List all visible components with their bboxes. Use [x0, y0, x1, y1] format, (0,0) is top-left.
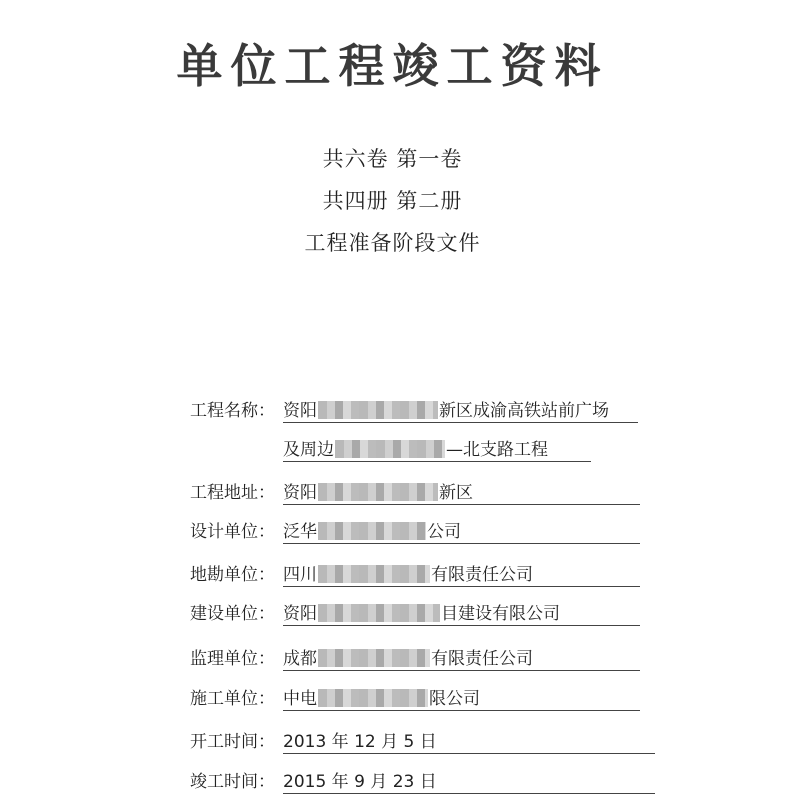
redaction: [318, 483, 438, 501]
form-row-address: [0, 478, 785, 508]
project-name-label: 工程名称：: [190, 401, 275, 421]
redaction: [318, 565, 430, 583]
address-post: 新区: [439, 483, 473, 503]
project-name-pre: 资阳: [283, 401, 317, 421]
supervision-unit-value: [283, 644, 640, 671]
redaction: [335, 440, 445, 458]
completion-date-text: 2015 年 9 月 23 日: [283, 772, 437, 792]
owner-unit-pre: 资阳: [283, 604, 317, 624]
redaction: [318, 649, 430, 667]
redaction: [318, 604, 440, 622]
supervision-unit-post: 有限责任公司: [431, 649, 533, 669]
form-row-project-name: [0, 396, 785, 426]
survey-unit-value: [283, 560, 640, 587]
redaction: [318, 522, 426, 540]
completion-date-value: [283, 767, 655, 794]
contractor-unit-pre: 中电: [283, 689, 317, 709]
stage-line: 工程准备阶段文件: [304, 231, 481, 255]
project-name-value: [283, 396, 638, 423]
form-row-survey: [0, 560, 785, 590]
contractor-unit-label: 施工单位：: [190, 689, 275, 709]
form-row-contractor: [0, 684, 785, 714]
survey-unit-post: 有限责任公司: [431, 565, 533, 585]
start-date-value: [283, 727, 655, 754]
owner-unit-post: 目建设有限公司: [441, 604, 560, 624]
start-date-label: 开工时间：: [190, 732, 275, 752]
design-unit-value: [283, 517, 640, 544]
form-row-design: [0, 517, 785, 547]
supervision-unit-pre: 成都: [283, 649, 317, 669]
book-line: 共四册 第二册: [322, 189, 463, 213]
design-unit-pre: 泛华: [283, 522, 317, 542]
volume-line: 共六卷 第一卷: [322, 147, 463, 171]
address-label: 工程地址：: [190, 483, 275, 503]
project-name-cont-post: —北支路工程: [446, 440, 548, 460]
form-row-construction-owner: [0, 599, 785, 629]
start-date-text: 2013 年 12 月 5 日: [283, 732, 437, 752]
survey-unit-pre: 四川: [283, 565, 317, 585]
form-row-completion-date: [0, 767, 785, 797]
completion-date-label: 竣工时间：: [190, 772, 275, 792]
document-title: 单位工程竣工资料: [176, 39, 609, 93]
project-name-post: 新区成渝高铁站前广场: [439, 401, 609, 421]
design-unit-post: 公司: [427, 522, 461, 542]
form-row-project-name-cont: [0, 435, 785, 465]
design-unit-label: 设计单位：: [190, 522, 275, 542]
address-value: [283, 478, 640, 505]
form-row-supervision: [0, 644, 785, 674]
project-name-cont-pre: 及周边: [283, 440, 334, 460]
contractor-unit-value: [283, 684, 640, 711]
project-name-value-cont: [283, 435, 591, 462]
address-pre: 资阳: [283, 483, 317, 503]
form-row-start-date: [0, 727, 785, 757]
owner-unit-label: 建设单位：: [190, 604, 275, 624]
contractor-unit-post: 限公司: [429, 689, 480, 709]
owner-unit-value: [283, 599, 640, 626]
supervision-unit-label: 监理单位：: [190, 649, 275, 669]
survey-unit-label: 地勘单位：: [190, 565, 275, 585]
redaction: [318, 401, 438, 419]
redaction: [318, 689, 428, 707]
